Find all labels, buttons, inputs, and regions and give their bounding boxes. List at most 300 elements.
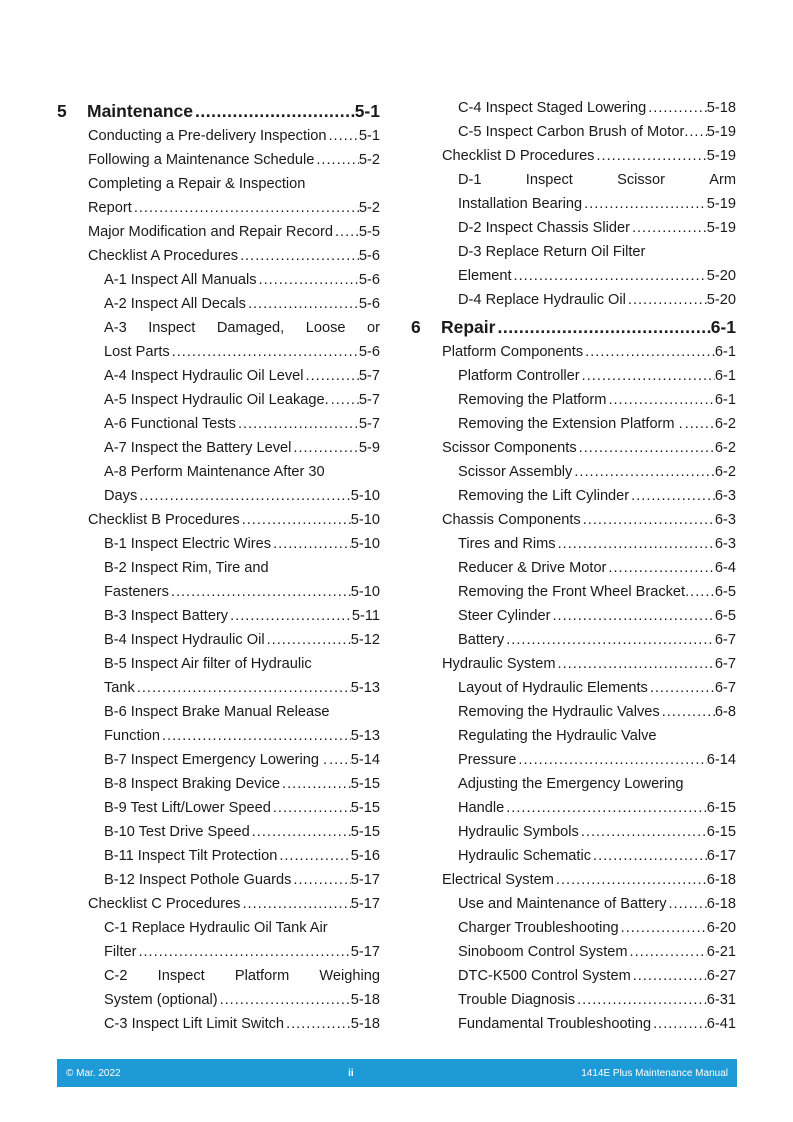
page-ref: 6-17 [706,848,736,864]
dot-leader [135,676,351,700]
entry-title: B-2 Inspect Rim, Tire and [104,560,269,576]
entry-word: D-1 [458,172,482,188]
page-ref: 5-6 [358,296,380,312]
dot-leader [580,364,715,388]
toc-section-entry[interactable] [411,144,736,168]
toc-subsection-entry[interactable] [411,364,736,388]
page-ref: 5-16 [350,848,380,864]
toc-subsection-entry[interactable] [411,556,736,580]
page-ref: 5-9 [358,440,380,456]
toc-subsection-entry[interactable] [57,484,380,508]
page-ref: 6-31 [706,992,736,1008]
entry-title: D-2 Inspect Chassis Slider [458,220,630,236]
toc-subsection-entry[interactable] [57,988,380,1012]
entry-word: Weighing [319,968,380,984]
toc-entry-continued-line[interactable] [57,172,380,196]
dot-leader [327,748,351,772]
toc-entry-continued-line[interactable] [57,916,380,940]
toc-subsection-entry[interactable] [411,964,736,988]
dot-leader [504,796,707,820]
toc-subsection-entry[interactable] [411,96,736,120]
toc-section-entry[interactable] [57,244,380,268]
page-ref: 5-1 [354,101,380,121]
toc-subsection-entry[interactable] [411,940,736,964]
entry-word: Inspect [148,320,196,336]
dot-leader [193,98,355,124]
page-ref: 6-2 [714,416,736,432]
entry-title: B-9 Test Lift/Lower Speed [104,800,271,816]
page-ref: 5-13 [350,728,380,744]
dot-leader [137,484,351,508]
page-ref: 6-5 [714,608,736,624]
dot-leader [228,604,352,628]
toc-subsection-entry[interactable] [411,192,736,216]
page-ref: 6-3 [714,512,736,528]
entry-title: Major Modification and Repair Record [88,224,333,240]
entry-title: Steer Cylinder [458,608,551,624]
page-ref: 6-20 [706,920,736,936]
entry-word: C-2 [104,968,128,984]
page-ref: 5-10 [350,488,380,504]
dot-leader [651,1012,707,1036]
page-ref: 5-19 [706,220,736,236]
entry-title: Sinoboom Control System [458,944,628,960]
entry-title: B-3 Inspect Battery [104,608,229,624]
entry-title: Completing a Repair & Inspection [88,176,306,192]
entry-title: C-3 Inspect Lift Limit Switch [104,1016,285,1032]
dot-leader [327,124,359,148]
dot-leader [304,364,359,388]
page-ref: 5-12 [350,632,380,648]
dot-leader [556,652,715,676]
dot-leader [591,844,707,868]
page-ref: 5-10 [350,584,380,600]
page-ref: 5-18 [706,100,736,116]
toc-subsection-entry[interactable] [57,580,380,604]
dot-leader [277,844,350,868]
toc-subsection-entry[interactable] [411,388,736,412]
page-ref: 5-2 [358,200,380,216]
toc-subsection-entry[interactable] [57,748,380,772]
entry-title: Hydraulic Schematic [458,848,592,864]
toc-subsection-entry[interactable] [411,700,736,724]
toc-section-entry[interactable] [411,652,736,676]
dot-leader [556,532,715,556]
entry-title: D-3 Replace Return Oil Filter [458,244,646,260]
toc-subsection-entry[interactable] [411,676,736,700]
page-ref: 5-7 [358,416,380,432]
dot-leader [169,580,351,604]
toc-subsection-entry[interactable] [57,676,380,700]
dot-leader [685,580,715,604]
entry-title: Installation Bearing [458,196,583,212]
dot-leader [265,628,351,652]
dot-leader [329,388,359,412]
page-ref: 6-4 [714,560,736,576]
toc-subsection-entry[interactable] [57,292,380,316]
toc-entry-continued-line[interactable] [57,556,380,580]
page-ref: 6-1 [714,368,736,384]
toc-entry-justified-line[interactable] [411,168,736,192]
entry-title: Checklist C Procedures [88,896,241,912]
page-ref: 5-10 [350,512,380,528]
dot-leader [648,676,715,700]
toc-subsection-entry[interactable] [57,340,380,364]
toc-subsection-entry[interactable] [411,288,736,312]
chapter-title: Maintenance [87,101,193,121]
footer-copyright: © Mar. 2022 [66,1067,121,1079]
page-ref: 6-1 [710,317,736,337]
entry-title: Chassis Components [442,512,581,528]
entry-title: Report [88,200,132,216]
toc-subsection-entry[interactable] [411,916,736,940]
page-ref: 5-11 [351,608,380,624]
toc-subsection-entry[interactable] [57,628,380,652]
chapter-number: 5 [57,101,67,121]
dot-leader [136,940,350,964]
page-ref: 6-7 [714,656,736,672]
toc-section-entry[interactable] [57,508,380,532]
toc-left-column [57,96,380,1036]
entry-title: System (optional) [104,992,218,1008]
entry-title: C-5 Inspect Carbon Brush of Motor [458,124,685,140]
dot-leader [160,724,351,748]
entry-word: A-3 [104,320,127,336]
page-ref: 5-17 [350,872,380,888]
dot-leader [660,700,715,724]
entry-title: Checklist D Procedures [442,148,595,164]
page-ref: 6-3 [714,488,736,504]
dot-leader [606,388,714,412]
toc-entry-continued-line[interactable] [57,652,380,676]
page-ref: 6-3 [714,536,736,552]
toc-section-entry[interactable] [57,148,380,172]
toc-subsection-entry[interactable] [411,892,736,916]
toc-subsection-entry[interactable] [57,724,380,748]
toc-subsection-entry[interactable] [57,436,380,460]
entry-title: Function [104,728,160,744]
toc-subsection-entry[interactable] [411,988,736,1012]
entry-title: B-4 Inspect Hydraulic Oil [104,632,265,648]
dot-leader [582,192,707,216]
chapter-number: 6 [411,317,421,337]
entry-word: Scissor [617,172,665,188]
dot-leader [572,460,715,484]
dot-leader [291,436,359,460]
dot-leader [250,820,351,844]
entry-title: Conducting a Pre-delivery Inspection [88,128,327,144]
dot-leader [333,220,359,244]
entry-title: Use and Maintenance of Battery [458,896,667,912]
page-ref: 5-19 [706,148,736,164]
page-footer [57,1059,737,1087]
entry-word: Inspect [157,968,205,984]
toc-subsection-entry[interactable] [411,796,736,820]
toc-subsection-entry[interactable] [57,268,380,292]
page-ref: 5-19 [706,196,736,212]
toc-subsection-entry[interactable] [57,820,380,844]
entry-title: Pressure [458,752,517,768]
dot-leader [581,508,715,532]
footer-manual-title: 1414E Plus Maintenance Manual [581,1067,728,1079]
toc-section-entry[interactable] [57,892,380,916]
entry-title: Filter [104,944,137,960]
toc-subsection-entry[interactable] [411,844,736,868]
dot-leader [594,144,706,168]
page-ref: 6-18 [706,896,736,912]
entry-title: Adjusting the Emergency Lowering [458,776,684,792]
page-ref: 5-15 [350,824,380,840]
page-ref: 5-17 [350,896,380,912]
dot-leader [495,314,710,340]
toc-subsection-entry[interactable] [411,1012,736,1036]
entry-title: B-1 Inspect Electric Wires [104,536,272,552]
page-ref: 6-41 [706,1016,736,1032]
toc-subsection-entry[interactable] [57,940,380,964]
entry-title: Removing the Front Wheel Bracket [458,584,686,600]
page-ref: 6-2 [714,464,736,480]
entry-word: or [367,320,380,336]
entry-title: B-5 Inspect Air filter of Hydraulic [104,656,312,672]
page-ref: 5-18 [350,1016,380,1032]
toc-section-entry[interactable] [57,220,380,244]
page-ref: 6-15 [706,824,736,840]
entry-title: B-11 Inspect Tilt Protection [104,848,278,864]
entry-title: A-7 Inspect the Battery Level [104,440,292,456]
page-ref: 6-14 [706,752,736,768]
toc-subsection-entry[interactable] [57,772,380,796]
page-ref: 5-13 [350,680,380,696]
toc-entry-continued-line[interactable] [57,700,380,724]
entry-title: DTC-K500 Control System [458,968,631,984]
entry-title: Lost Parts [104,344,170,360]
dot-leader [583,340,715,364]
page-ref: 5-10 [350,536,380,552]
toc-entry-justified-line[interactable] [57,964,380,988]
dot-leader [236,412,359,436]
page-ref: 5-6 [358,272,380,288]
toc-section-entry[interactable] [411,340,736,364]
dot-leader [683,412,715,436]
dot-leader [257,268,359,292]
dot-leader [554,868,707,892]
toc-chapter-entry[interactable] [57,98,380,124]
page-ref: 5-7 [358,392,380,408]
entry-title: Platform Controller [458,368,580,384]
toc-entry-continued-line[interactable] [57,460,380,484]
entry-title: Fundamental Troubleshooting [458,1016,652,1032]
toc-subsection-entry[interactable] [411,460,736,484]
toc-section-entry[interactable] [411,436,736,460]
entry-title: Scissor Assembly [458,464,573,480]
page-ref: 5-6 [358,344,380,360]
page-ref: 6-1 [714,344,736,360]
entry-title: A-2 Inspect All Decals [104,296,246,312]
page-ref: 6-8 [714,704,736,720]
toc-subsection-entry[interactable] [57,604,380,628]
page-ref: 5-17 [350,944,380,960]
dot-leader [626,288,707,312]
toc-section-entry[interactable] [411,508,736,532]
toc-section-entry[interactable] [411,868,736,892]
dot-leader [512,264,707,288]
page-ref: 6-7 [714,632,736,648]
toc-entry-continued-line[interactable] [411,724,736,748]
toc-subsection-entry[interactable] [411,820,736,844]
page-ref: 5-6 [358,248,380,264]
entry-word: Arm [709,172,736,188]
toc-subsection-entry[interactable] [411,412,736,436]
entry-title: B-10 Test Drive Speed [104,824,250,840]
toc-entry-continued-line[interactable] [411,240,736,264]
page-ref: 5-2 [358,152,380,168]
entry-title: Days [104,488,138,504]
entry-title: Tires and Rims [458,536,556,552]
entry-title: A-5 Inspect Hydraulic Oil Leakage. [104,392,329,408]
entry-title: Handle [458,800,505,816]
toc-entry-justified-line[interactable] [57,316,380,340]
entry-title: Fasteners [104,584,169,600]
entry-title: Removing the Extension Platform . [458,416,683,432]
toc-subsection-entry[interactable] [57,412,380,436]
entry-title: B-8 Inspect Braking Device [104,776,281,792]
page-ref: 5-5 [358,224,380,240]
toc-subsection-entry[interactable] [411,484,736,508]
dot-leader [218,988,351,1012]
page-ref: 6-1 [714,392,736,408]
entry-title: A-4 Inspect Hydraulic Oil Level [104,368,304,384]
dot-leader [284,1012,351,1036]
entry-title: Electrical System [442,872,554,888]
page-ref: 6-27 [706,968,736,984]
entry-title: B-6 Inspect Brake Manual Release [104,704,330,720]
dot-leader [550,604,714,628]
entry-title: Tank [104,680,135,696]
page-ref: 6-21 [706,944,736,960]
entry-title: Removing the Lift Cylinder [458,488,630,504]
page-ref: 5-15 [350,800,380,816]
entry-word: Loose [305,320,346,336]
toc-subsection-entry[interactable] [411,604,736,628]
dot-leader [516,748,706,772]
page-ref: 5-20 [706,268,736,284]
toc-subsection-entry[interactable] [411,580,736,604]
toc-subsection-entry[interactable] [411,216,736,240]
toc-subsection-entry[interactable] [411,748,736,772]
dot-leader [667,892,707,916]
toc-subsection-entry[interactable] [411,120,736,144]
entry-title: Layout of Hydraulic Elements [458,680,648,696]
entry-title: A-1 Inspect All Manuals [104,272,257,288]
entry-title: Battery [458,632,505,648]
chapter-title: Repair [441,317,496,337]
entry-title: B-7 Inspect Emergency Lowering . [104,752,328,768]
page-ref: 5-18 [350,992,380,1008]
dot-leader [579,820,707,844]
dot-leader [314,148,359,172]
dot-leader [619,916,707,940]
entry-title: D-4 Replace Hydraulic Oil [458,292,626,308]
page-ref: 6-2 [714,440,736,456]
dot-leader [575,988,707,1012]
dot-leader [238,244,359,268]
toc-subsection-entry[interactable] [411,264,736,288]
entry-title: C-1 Replace Hydraulic Oil Tank Air [104,920,328,936]
toc-subsection-entry[interactable] [57,844,380,868]
dot-leader [240,508,351,532]
toc-chapter-entry[interactable] [411,314,736,340]
entry-word: Platform [234,968,290,984]
entry-title: Checklist B Procedures [88,512,240,528]
page-ref: 5-19 [706,124,736,140]
dot-leader [280,772,351,796]
dot-leader [577,436,715,460]
toc-subsection-entry[interactable] [57,796,380,820]
toc-section-entry[interactable] [57,124,380,148]
entry-title: Hydraulic System [442,656,556,672]
page-ref: 6-7 [714,680,736,696]
page-ref: 6-5 [714,584,736,600]
dot-leader [606,556,714,580]
page-ref: 6-15 [706,800,736,816]
entry-title: Reducer & Drive Motor [458,560,607,576]
page-ref: 5-1 [358,128,380,144]
entry-title: Following a Maintenance Schedule [88,152,315,168]
page-ref: 5-7 [358,368,380,384]
entry-title: A-8 Perform Maintenance After 30 [104,464,325,480]
entry-title: Trouble Diagnosis [458,992,576,1008]
entry-title: Checklist A Procedures [88,248,239,264]
toc-subsection-entry[interactable] [411,532,736,556]
dot-leader [271,532,351,556]
dot-leader [504,628,715,652]
dot-leader [240,892,350,916]
dot-leader [246,292,359,316]
dot-leader [631,964,707,988]
dot-leader [132,196,359,220]
dot-leader [291,868,350,892]
toc-entry-continued-line[interactable] [411,772,736,796]
toc-subsection-entry[interactable] [411,628,736,652]
toc-subsection-entry[interactable] [57,388,380,412]
page-ref: 5-14 [350,752,380,768]
entry-title: Removing the Hydraulic Valves [458,704,660,720]
entry-title: Hydraulic Symbols [458,824,579,840]
entry-title: B-12 Inspect Pothole Guards [104,872,292,888]
footer-page-number: ii [348,1067,354,1079]
entry-title: Regulating the Hydraulic Valve [458,728,657,744]
entry-word: Inspect [525,172,573,188]
entry-word: Damaged, [216,320,285,336]
entry-title: Element [458,268,512,284]
toc-subsection-entry[interactable] [57,364,380,388]
entry-title: C-4 Inspect Staged Lowering [458,100,647,116]
entry-title: A-6 Functional Tests [104,416,236,432]
dot-leader [629,484,715,508]
entry-title: Scissor Components [442,440,577,456]
toc-subsection-entry[interactable] [57,868,380,892]
toc-subsection-entry[interactable] [57,1012,380,1036]
dot-leader [170,340,359,364]
entry-title: Removing the Platform [458,392,607,408]
page-ref: 6-18 [706,872,736,888]
toc-subsection-entry[interactable] [57,532,380,556]
dot-leader [271,796,351,820]
dot-leader [684,120,706,144]
toc-section-entry[interactable] [57,196,380,220]
page-ref: 5-20 [706,292,736,308]
dot-leader [646,96,707,120]
